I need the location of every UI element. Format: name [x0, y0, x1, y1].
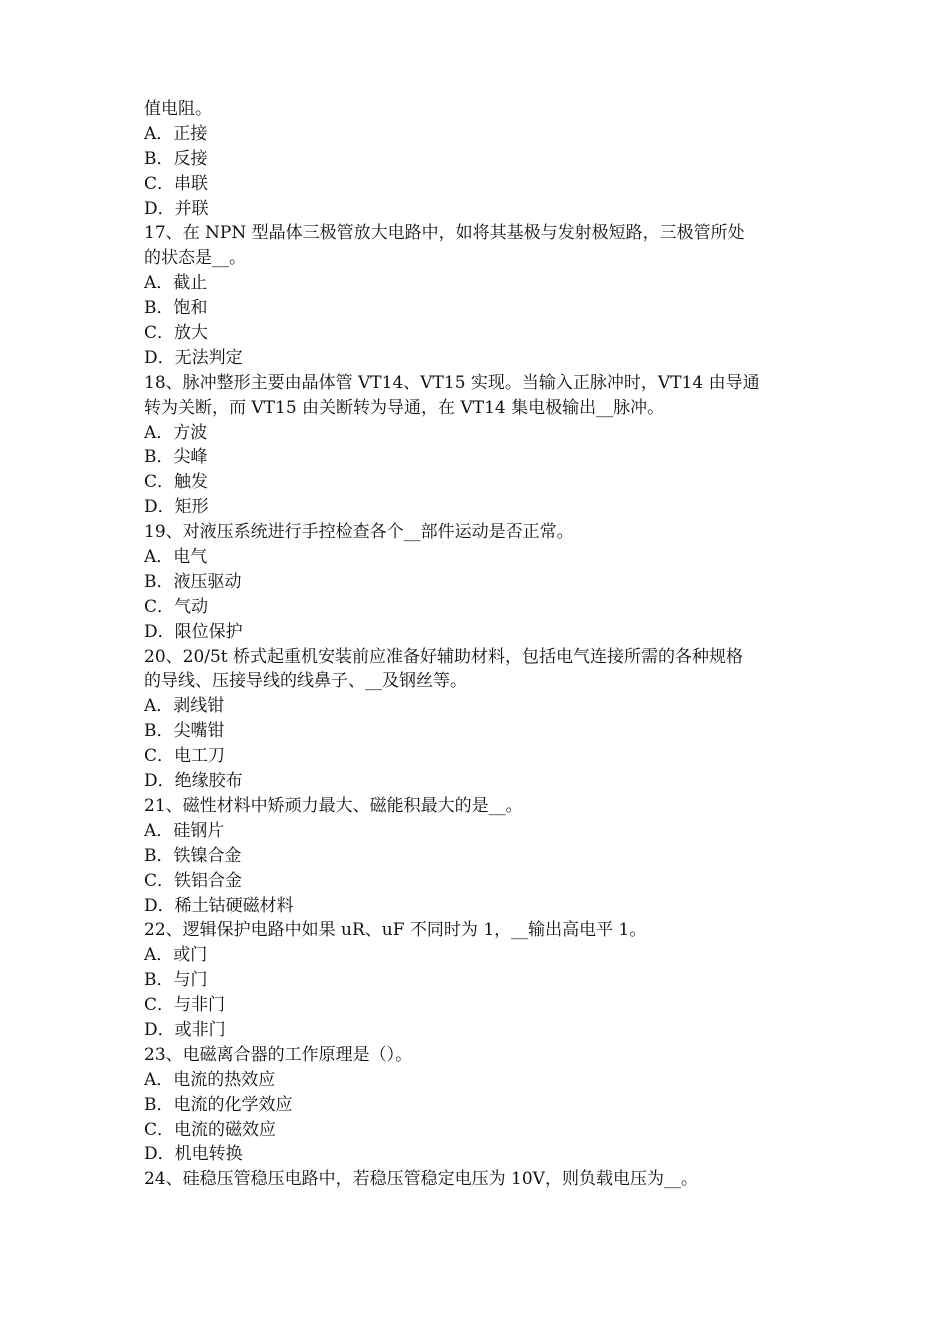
answer-option: B．电流的化学效应 [144, 1094, 293, 1115]
answer-option: A．或门 [144, 945, 208, 966]
answer-option: C．触发 [144, 472, 209, 493]
question-text: 18、脉冲整形主要由晶体管 VT14、VT15 实现。当输入正脉冲时，VT14 由导通 [144, 372, 760, 393]
answer-option: A．电气 [144, 547, 208, 568]
document-page [144, 97, 824, 1192]
answer-option: B．反接 [144, 148, 208, 169]
answer-option: A．电流的热效应 [144, 1069, 276, 1090]
answer-option: A．硅钢片 [144, 820, 225, 841]
answer-option: D．机电转换 [144, 1144, 243, 1165]
answer-option: A．方波 [144, 422, 208, 443]
answer-option: C．与非门 [144, 995, 226, 1016]
question-text: 22、逻辑保护电路中如果 uR、uF 不同时为 1，__输出高电平 1。 [144, 920, 647, 941]
answer-option: D．绝缘胶布 [144, 771, 243, 792]
answer-option: C．电工刀 [144, 746, 226, 767]
answer-option: B．与门 [144, 970, 208, 991]
answer-option: B．液压驱动 [144, 571, 242, 592]
answer-option: B．饱和 [144, 298, 208, 319]
answer-option: A．剥线钳 [144, 696, 225, 717]
answer-option: C．电流的磁效应 [144, 1119, 277, 1140]
answer-option: B．尖嘴钳 [144, 721, 225, 742]
answer-option: D．或非门 [144, 1019, 226, 1040]
text-line: 的状态是__。 [144, 248, 246, 269]
answer-option: C．放大 [144, 323, 209, 344]
text-line: 转为关断，而 VT15 由关断转为导通，在 VT14 集电极输出__脉冲。 [144, 397, 665, 418]
answer-option: C．气动 [144, 596, 209, 617]
question-text: 21、磁性材料中矫顽力最大、磁能积最大的是__。 [144, 795, 523, 816]
answer-option: B．尖峰 [144, 447, 208, 468]
answer-option: D．矩形 [144, 497, 209, 518]
question-text: 23、电磁离合器的工作原理是（）。 [144, 1044, 413, 1065]
answer-option: D．限位保护 [144, 621, 243, 642]
answer-option: B．铁镍合金 [144, 845, 242, 866]
answer-option: A．截止 [144, 273, 208, 294]
answer-option: D．稀土钴硬磁材料 [144, 895, 294, 916]
answer-option: C．串联 [144, 173, 209, 194]
text-line: 值电阻。 [144, 99, 212, 119]
answer-option: D．并联 [144, 198, 209, 219]
answer-option: A．正接 [144, 123, 208, 144]
question-text: 24、硅稳压管稳压电路中，若稳压管稳定电压为 10V，则负载电压为__。 [144, 1169, 698, 1190]
answer-option: D．无法判定 [144, 347, 243, 368]
answer-option: C．铁铝合金 [144, 870, 243, 891]
question-text: 17、在 NPN 型晶体三极管放大电路中，如将其基极与发射极短路，三极管所处 [144, 223, 745, 244]
question-text: 20、20/5t 桥式起重机安装前应准备好辅助材料，包括电气连接所需的各种规格 [144, 646, 744, 667]
question-text: 19、对液压系统进行手控检查各个__部件运动是否正常。 [144, 522, 574, 543]
text-line: 的导线、压接导线的线鼻子、__及钢丝等。 [144, 671, 467, 692]
